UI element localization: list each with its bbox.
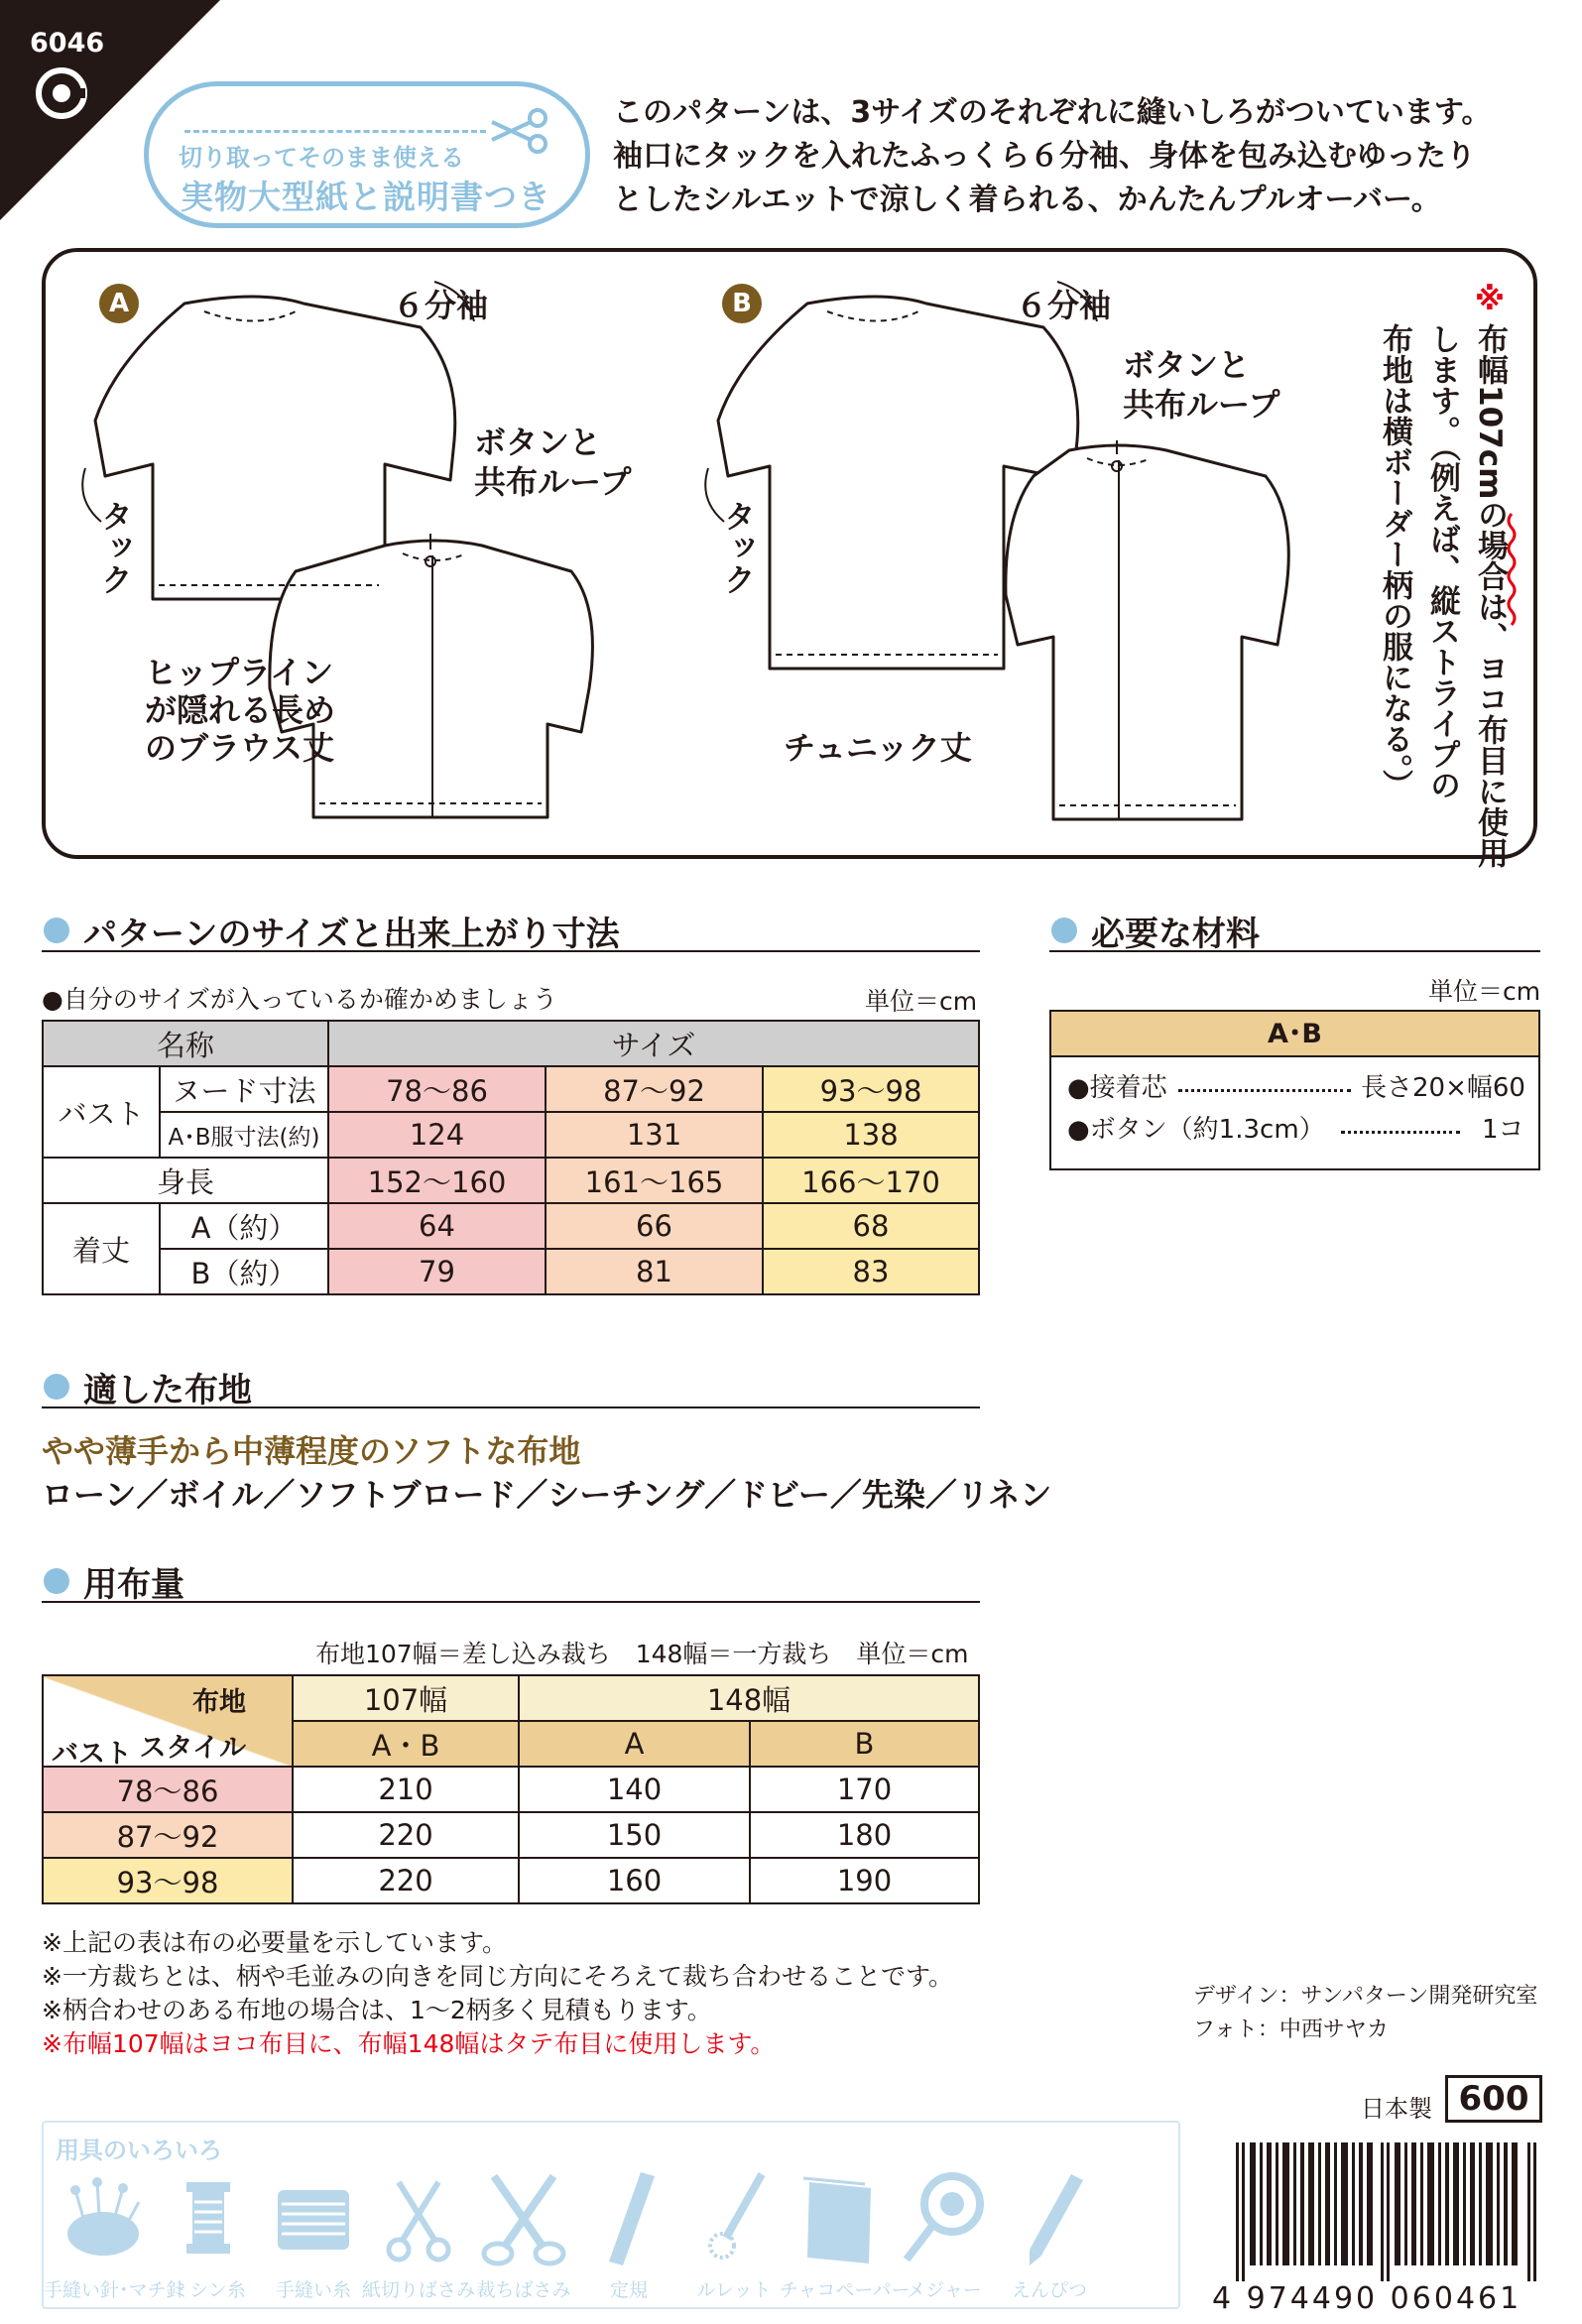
row-label: ヌード寸法 bbox=[160, 1066, 328, 1112]
promo-line2: 実物大型紙と説明書つき bbox=[181, 178, 551, 216]
materials-section-heading bbox=[1049, 907, 1540, 952]
table-cell: 210 bbox=[293, 1767, 519, 1812]
brand-logo-icon bbox=[34, 65, 89, 121]
table-header: B bbox=[750, 1721, 979, 1767]
bullet-dot-icon bbox=[44, 1568, 69, 1594]
table-header: 107幅 bbox=[293, 1675, 519, 1721]
tool-paper-scissors bbox=[359, 2158, 478, 2307]
intro-text bbox=[613, 91, 1565, 222]
credit-photo: フォト：中西サヤカ bbox=[1193, 2018, 1389, 2042]
size-unit: 単位＝cm bbox=[865, 987, 978, 1016]
material-name: ●ボタン（約1.3cm） bbox=[1067, 1115, 1325, 1145]
size-hint: ●自分のサイズが入っているか確かめましょう bbox=[42, 985, 557, 1014]
material-row bbox=[1067, 1109, 1538, 1151]
material-name: ●接着芯 bbox=[1067, 1073, 1167, 1103]
tool-machine-thread bbox=[149, 2158, 268, 2307]
size-section-heading bbox=[42, 907, 980, 952]
corner-fabric-label: 布地 bbox=[192, 1687, 246, 1718]
tool-label: 紙切りばさみ bbox=[361, 2279, 475, 2301]
promo-badge bbox=[144, 81, 590, 228]
illustration-panel bbox=[42, 248, 1537, 869]
tools-title: 用具のいろいろ bbox=[56, 2137, 222, 2164]
table-cell: 152〜160 bbox=[328, 1158, 546, 1203]
pincushion-icon bbox=[54, 2168, 153, 2267]
note-line: ※一方裁ちとは、柄や毛並みの向きを同じ方向にそろえて裁ち合わせることです。 bbox=[42, 1962, 953, 1991]
tool-label: メジャー bbox=[907, 2279, 982, 2301]
table-cell: 131 bbox=[546, 1112, 763, 1158]
table-header: 148幅 bbox=[519, 1675, 979, 1721]
credit-design: デザイン：サンパターン開発研究室 bbox=[1193, 1984, 1538, 2009]
section-title: 必要な材料 bbox=[1091, 915, 1260, 954]
table-cell: 78〜86 bbox=[328, 1066, 546, 1112]
row-label: 身長 bbox=[43, 1158, 328, 1203]
fabric-note-line: します。（例えば、縦ストライプの bbox=[1424, 323, 1460, 800]
row-label: 着丈 bbox=[43, 1203, 160, 1294]
row-label: A（約） bbox=[160, 1203, 328, 1249]
table-cell: 87〜92 bbox=[546, 1066, 763, 1112]
tool-label: ルレット bbox=[696, 2279, 772, 2301]
tool-label: チャコペーパー bbox=[780, 2279, 911, 2301]
button-loop-label-b: ボタンと bbox=[1123, 346, 1251, 384]
tool-chalk-paper bbox=[780, 2158, 911, 2307]
button-loop-label-a: ボタンと bbox=[474, 424, 602, 461]
thread-spool-icon bbox=[159, 2168, 258, 2267]
badge-a: A bbox=[99, 284, 139, 323]
materials-table bbox=[1049, 1010, 1540, 1170]
fabric-note-line: 布地は横ボーダー柄の服になる。） bbox=[1377, 323, 1412, 800]
table-cell: 81 bbox=[546, 1249, 763, 1294]
cut-line bbox=[184, 130, 486, 133]
barcode-icon bbox=[1236, 2142, 1543, 2281]
style-desc-a: が隠れる長め bbox=[145, 691, 336, 729]
note-line: ※柄合わせのある布地の場合は、1〜2柄多く見積もります。 bbox=[42, 1996, 712, 2024]
material-value: 長さ20×幅60 bbox=[1361, 1073, 1525, 1103]
tool-label: 定規 bbox=[609, 2279, 648, 2301]
garment-b-back bbox=[1006, 445, 1288, 819]
bullet-dot-icon bbox=[44, 1374, 69, 1400]
row-label: 78〜86 bbox=[43, 1767, 293, 1812]
tool-fabric-scissors bbox=[464, 2158, 583, 2307]
tool-pencil bbox=[990, 2158, 1109, 2307]
table-header: サイズ bbox=[328, 1021, 979, 1066]
material-row bbox=[1067, 1067, 1538, 1109]
tuck-label-b: タック bbox=[719, 500, 757, 595]
tool-label: えんぴつ bbox=[1011, 2279, 1087, 2301]
row-label: バスト bbox=[43, 1066, 160, 1158]
table-corner bbox=[43, 1675, 293, 1770]
made-in: 日本製 bbox=[1361, 2095, 1432, 2123]
scissors-icon bbox=[369, 2168, 468, 2267]
intro-line: 袖口にタックを入れたふっくら６分袖、身体を包み込むゆったり bbox=[613, 139, 1476, 174]
pattern-code: 6046 bbox=[30, 28, 105, 59]
row-label: 87〜92 bbox=[43, 1812, 293, 1858]
table-header: 名称 bbox=[43, 1021, 328, 1066]
style-desc-a: ヒップライン bbox=[145, 654, 334, 691]
sleeve-label-b: ６分袖 bbox=[1016, 287, 1112, 324]
style-desc-a: のブラウス丈 bbox=[145, 729, 335, 767]
bullet-dot-icon bbox=[44, 917, 69, 943]
table-cell: 161〜165 bbox=[546, 1158, 763, 1203]
table-cell: 93〜98 bbox=[763, 1066, 979, 1112]
table-cell: 170 bbox=[750, 1767, 979, 1812]
fabric-list: ローン／ボイル／ソフトブロード／シーチング／ドビー／先染／リネン bbox=[42, 1476, 1052, 1514]
price-box: 600 bbox=[1445, 2075, 1542, 2123]
fabric-note-line: 布幅107cmの場合は、ヨコ布目に使用 bbox=[1472, 323, 1508, 869]
style-desc-b: チュニック丈 bbox=[784, 729, 972, 767]
table-cell: 124 bbox=[328, 1112, 546, 1158]
tracing-wheel-icon bbox=[684, 2168, 784, 2267]
table-cell: 138 bbox=[763, 1112, 979, 1158]
sleeve-label-a: ６分袖 bbox=[393, 287, 489, 324]
note-line-red: ※布幅107幅はヨコ布目に、布幅148幅はタテ布目に使用します。 bbox=[42, 2029, 776, 2058]
ruler-icon bbox=[579, 2168, 678, 2267]
tool-hand-thread bbox=[254, 2158, 373, 2307]
yardage-legend: 布地107幅＝差し込み裁ち 148幅＝一方裁ち 単位＝cm bbox=[315, 1640, 969, 1668]
tool-label: ミシン糸 bbox=[171, 2279, 246, 2301]
tool-label: 裁ちばさみ bbox=[476, 2279, 571, 2301]
table-cell: 140 bbox=[519, 1767, 750, 1812]
scissors-icon bbox=[486, 106, 555, 156]
table-cell: 190 bbox=[750, 1858, 979, 1903]
section-title: 適した布地 bbox=[83, 1371, 252, 1410]
corner-style-label: スタイル bbox=[139, 1733, 246, 1764]
yardage-table bbox=[42, 1674, 980, 1904]
credits bbox=[1193, 1980, 1537, 2047]
table-cell: 64 bbox=[328, 1203, 546, 1249]
table-cell: 220 bbox=[293, 1812, 519, 1858]
table-header: A bbox=[519, 1721, 750, 1767]
tool-label: 手縫い糸 bbox=[275, 2279, 351, 2301]
tool-label: 手縫い針･マチ針 bbox=[44, 2279, 185, 2301]
intro-line: としたシルエットで涼しく着られる、かんたんプルオーバー。 bbox=[613, 183, 1441, 217]
bullet-dot-icon bbox=[1051, 917, 1077, 943]
row-label: 93〜98 bbox=[43, 1858, 293, 1903]
section-title: パターンのサイズと出来上がり寸法 bbox=[83, 915, 620, 954]
shears-icon bbox=[474, 2168, 573, 2267]
tape-measure-icon bbox=[895, 2168, 994, 2267]
fabric-highlight: やや薄手から中薄程度のソフトな布地 bbox=[42, 1432, 581, 1470]
yardage-section-heading bbox=[42, 1557, 980, 1603]
section-title: 用布量 bbox=[83, 1565, 184, 1605]
table-cell: 180 bbox=[750, 1812, 979, 1858]
tuck-label-a: タック bbox=[96, 500, 134, 595]
corner-bust-label: バスト bbox=[52, 1739, 132, 1770]
chalk-paper-icon bbox=[790, 2168, 889, 2267]
table-cell: 160 bbox=[519, 1858, 750, 1903]
pencil-icon bbox=[1000, 2168, 1099, 2267]
table-cell: 66 bbox=[546, 1203, 763, 1249]
note-mark: ※ bbox=[1472, 282, 1508, 317]
promo-line1: 切り取ってそのまま使える bbox=[179, 144, 464, 172]
tool-tape-measure bbox=[885, 2158, 1004, 2307]
table-cell: 220 bbox=[293, 1858, 519, 1903]
tools-strip bbox=[42, 2121, 1180, 2309]
size-table bbox=[42, 1020, 980, 1295]
button-loop-label-b: 共布ループ bbox=[1123, 386, 1280, 424]
yardage-notes bbox=[42, 1926, 953, 2061]
thread-reel-icon bbox=[264, 2168, 363, 2267]
row-label: B（約） bbox=[160, 1249, 328, 1294]
note-line: ※上記の表は布の必要量を示しています。 bbox=[42, 1928, 507, 1957]
tool-pins bbox=[44, 2158, 185, 2307]
row-label: A･B服寸法(約) bbox=[160, 1112, 328, 1158]
table-cell: 68 bbox=[763, 1203, 979, 1249]
badge-b: B bbox=[722, 284, 762, 323]
table-cell: 83 bbox=[763, 1249, 979, 1294]
button-loop-label-a: 共布ループ bbox=[474, 463, 632, 501]
garment-illustration bbox=[46, 252, 1541, 863]
table-cell: 166〜170 bbox=[763, 1158, 979, 1203]
table-header: A・B bbox=[293, 1721, 519, 1767]
materials-header: A･B bbox=[1051, 1012, 1538, 1057]
intro-line: このパターンは、3サイズのそれぞれに縫いしろがついています。 bbox=[613, 95, 1492, 130]
tool-ruler bbox=[569, 2158, 688, 2307]
barcode-number: 4 974490 060461 bbox=[1212, 2281, 1522, 2316]
fabric-section-heading bbox=[42, 1363, 980, 1408]
materials-unit: 単位＝cm bbox=[1428, 977, 1541, 1006]
tool-tracing-wheel bbox=[674, 2158, 793, 2307]
table-cell: 150 bbox=[519, 1812, 750, 1858]
table-cell: 79 bbox=[328, 1249, 546, 1294]
material-value: 1コ bbox=[1482, 1115, 1524, 1145]
